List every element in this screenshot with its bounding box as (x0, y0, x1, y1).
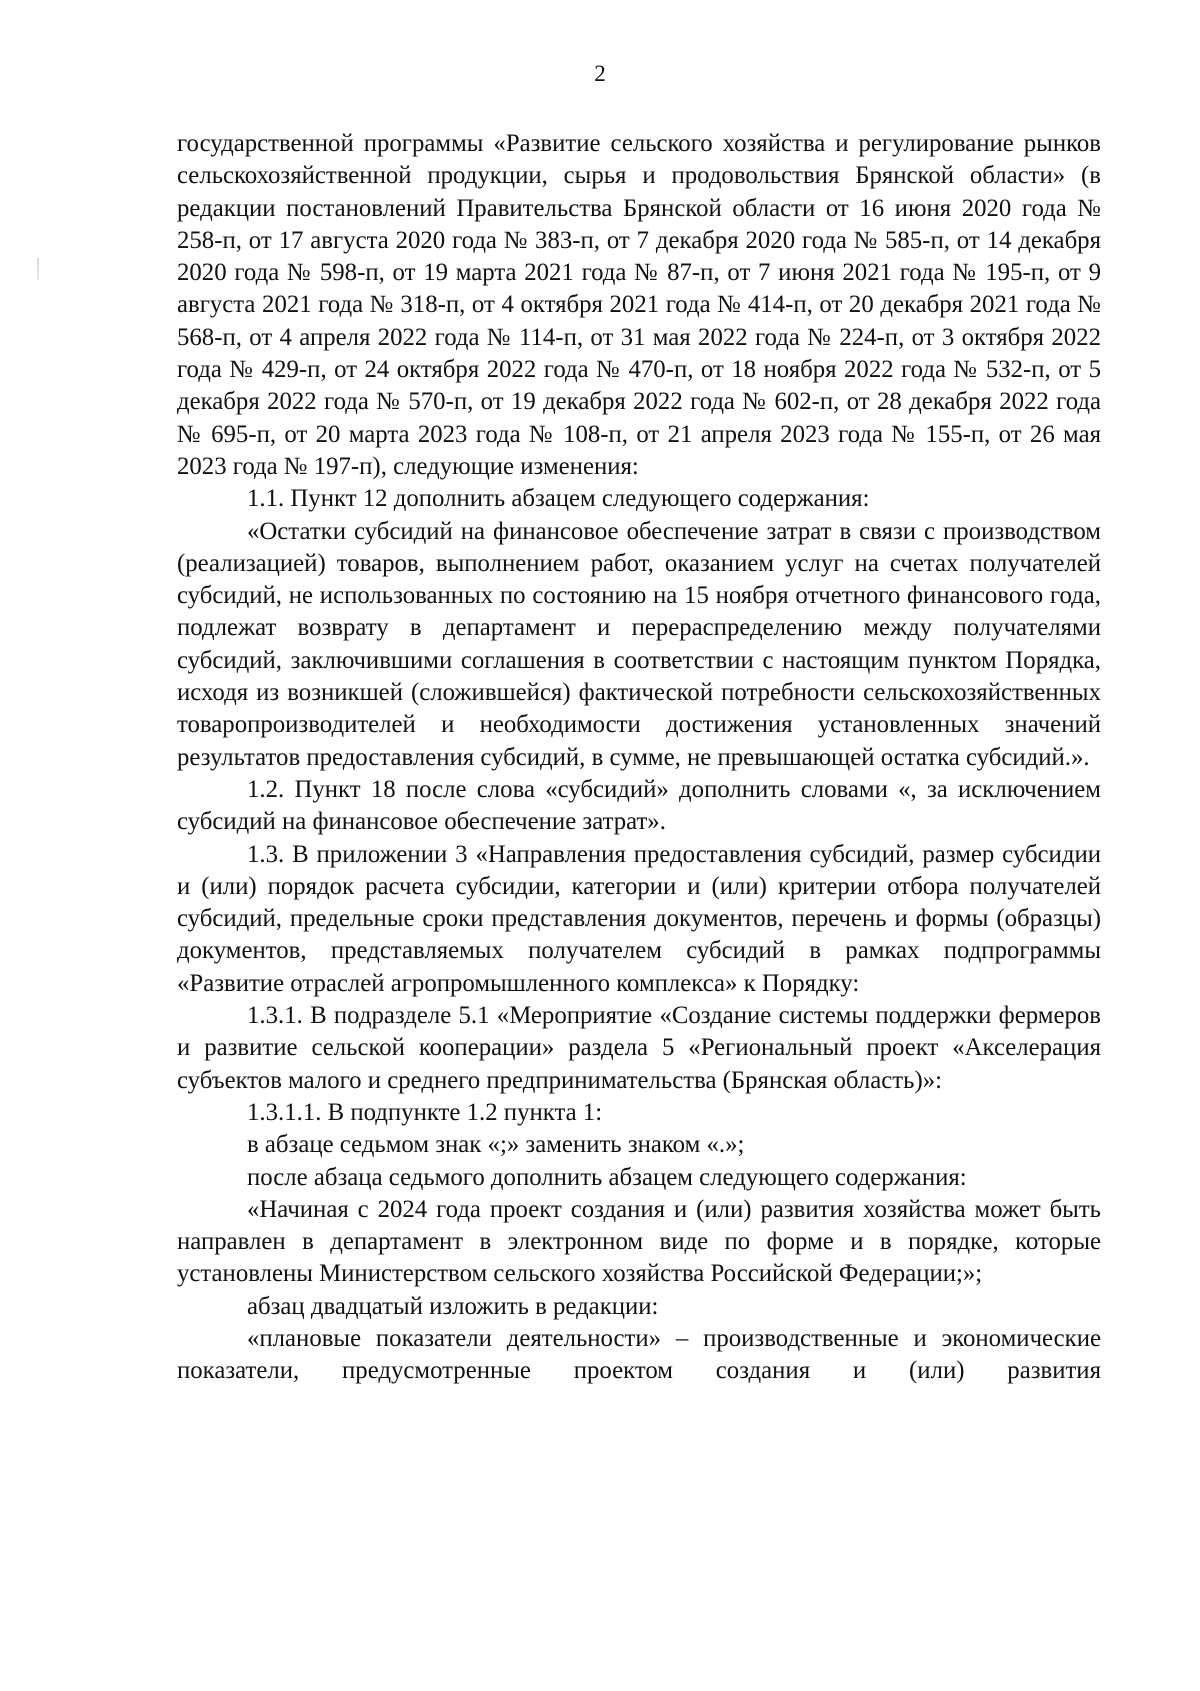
paragraph-abzac-seventh: в абзаце седьмом знак «;» заменить знаком «.»; (247, 1131, 745, 1159)
paragraph-1-3-1-1: 1.3.1.1. В подпункте 1.2 пункта 1: (247, 1098, 603, 1126)
scan-artifact (37, 258, 39, 280)
paragraph-1-1: 1.1. Пункт 12 дополнить абзацем следующего содержания: (247, 485, 870, 513)
paragraph-1-1-quote: «Остатки субсидий на финансовое обеспечение затрат в связи с производством (реализацией) товаров, выполнением работ, оказанием услуг на счетах получателей субсидий, не использованных по состоянию на 15 ноября отчетного финансового года, подлежат возврату в департамент и перераспределению между получателями субсидий, заключившими соглашения в соответствии с настоящим пунктом Порядка, исходя из возникшей (сложившейся) фактической потребности сельскохозяйственных товаропроизводителей и необходимости достижения установленных значений результатов предоставления субсидий, в сумме, не превышающей остатка субсидий.». (177, 517, 1101, 771)
paragraph-intro: государственной программы «Развитие сельского хозяйства и регулирование рынков сельскохозяйственной продукции, сырья и продовольствия Брянской области» (в редакции постановлений Правительства Брянской области от 16 июня 2020 года № 258-п, от 17 августа 2020 года № 383-п, от 7 декабря 2020 года № 585-п, от 14 декабря 2020 года № 598-п, от 19 марта 2021 года № 87-п, от 7 июня 2021 года № 195-п, от 9 августа 2021 года № 318-п, от 4 октября 2021 года № 414-п, от 20 декабря 2021 года № 568-п, от 4 апреля 2022 года № 114-п, от 31 мая 2022 года № 224-п, от 3 октября 2022 года № 429-п, от 24 октября 2022 года № 470-п, от 18 ноября 2022 года № 532-п, от 5 декабря 2022 года № 570-п, от 19 декабря 2022 года № 602-п, от 28 декабря 2022 года № 695-п, от 20 марта 2023 года № 108-п, от 21 апреля 2023 года № 155-п, от 26 мая 2023 года № 197-п), следующие изменения: (177, 130, 1101, 480)
paragraph-1-2: 1.2. Пункт 18 после слова «субсидий» дополнить словами «, за исключением субсидий на финансовое обеспечение затрат». (177, 775, 1101, 836)
paragraph-1-3: 1.3. В приложении 3 «Направления предоставления субсидий, размер субсидии и (или) порядок расчета субсидии, категории и (или) критерии отбора получателей субсидий, предельные сроки представления документов, перечень и формы (образцы) документов, представляемых получателем субсидий в рамках подпрограммы «Развитие отраслей агропромышленного комплекса» к Порядку: (177, 840, 1101, 997)
paragraph-abzac-twentieth: абзац двадцатый изложить в редакции: (247, 1292, 659, 1320)
paragraph-after-seventh: после абзаца седьмого дополнить абзацем следующего содержания: (247, 1163, 967, 1191)
paragraph-quote-2024: «Начиная с 2024 года проект создания и (или) развития хозяйства может быть направлен в департамент в электронном виде по форме и в порядке, которые установлены Министерством сельского хозяйства Российской Федерации;»; (177, 1195, 1101, 1288)
paragraph-1-3-1: 1.3.1. В подразделе 5.1 «Мероприятие «Создание системы поддержки фермеров и развитие сельской кооперации» раздела 5 «Региональный проект «Акселерация субъектов малого и среднего предпринимательства (Брянская область)»: (177, 1002, 1101, 1094)
document-body (177, 128, 1101, 1388)
page-number: 2 (594, 61, 606, 86)
paragraph-planned-indicators: «плановые показатели деятельности» – производственные и экономические показатели, предусмотренные проектом создания и (или) развития (177, 1324, 1101, 1385)
